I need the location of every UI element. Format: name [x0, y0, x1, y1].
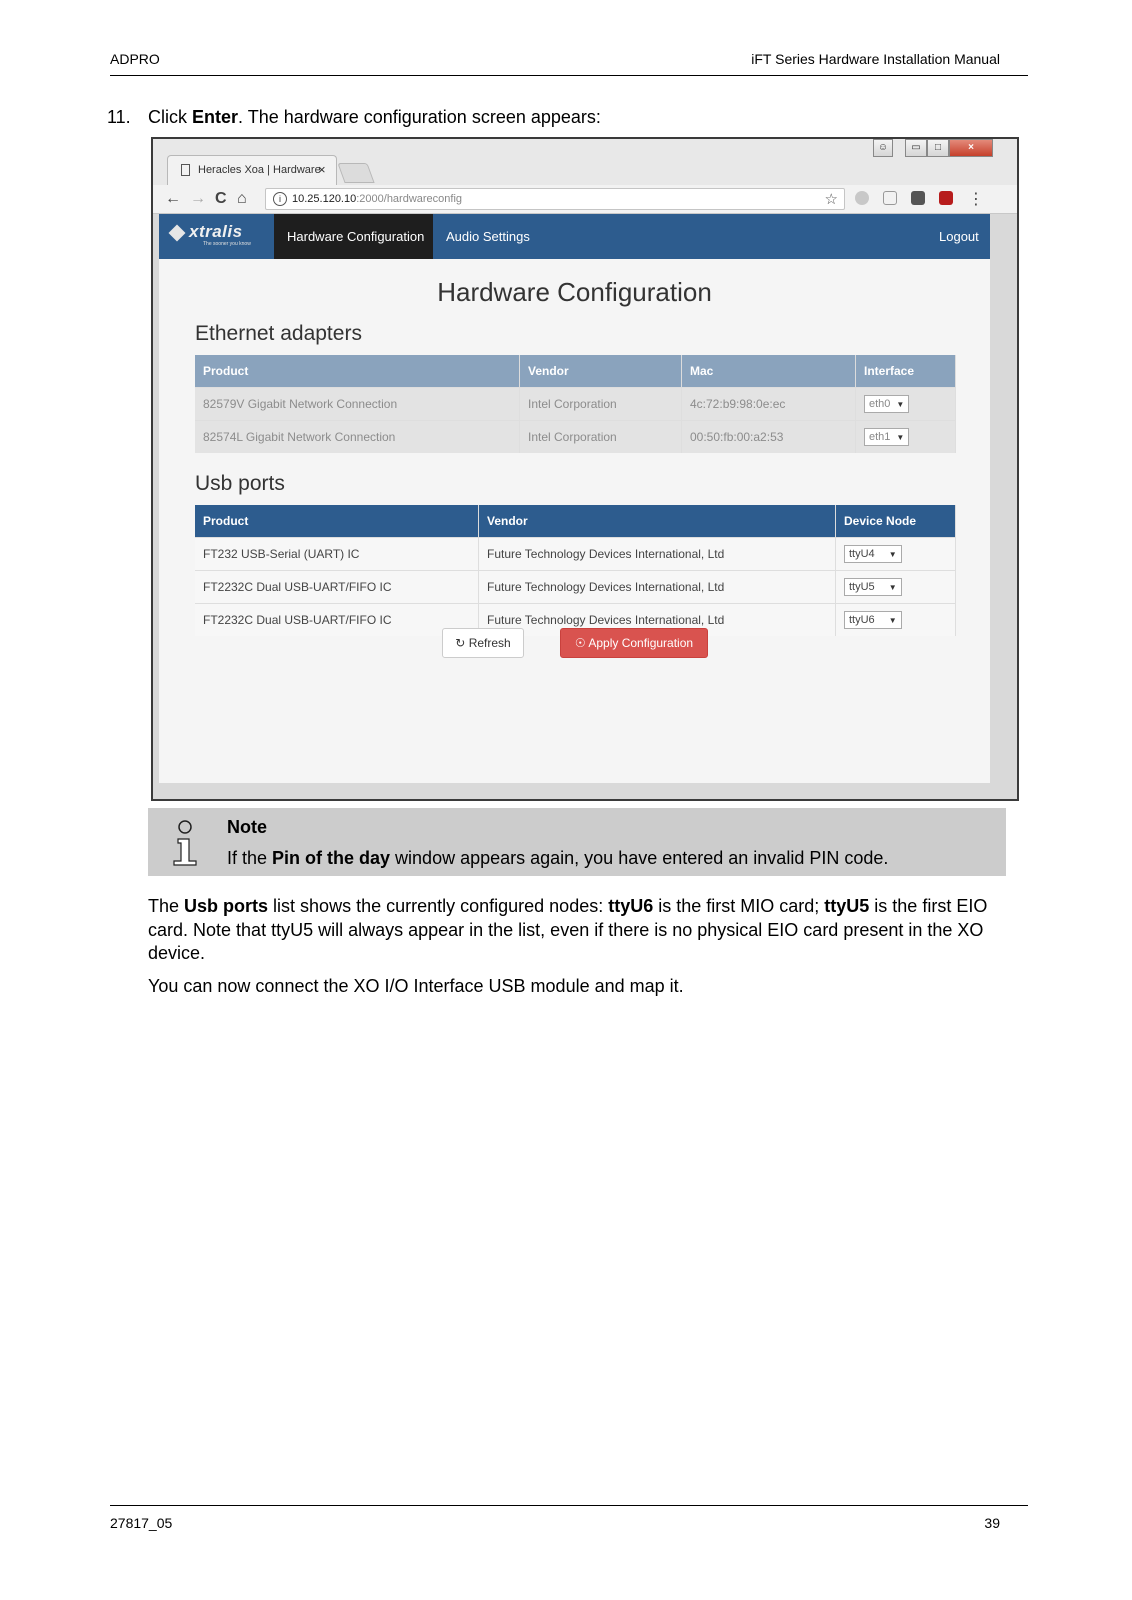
device-node-cell [836, 604, 956, 637]
maximize-button[interactable]: □ [927, 139, 949, 157]
usb-table [195, 505, 956, 636]
note-title: Note [227, 817, 267, 837]
product-cell: FT2232C Dual USB-UART/FIFO IC [195, 604, 479, 637]
address-bar[interactable] [265, 188, 845, 210]
device-node-select[interactable] [844, 545, 902, 563]
device-node-select[interactable] [844, 611, 902, 629]
para-text: is the first EIO card. Note that ttyU5 will always appear in the list, even if there is no physical EIO card present in the XO device. [148, 896, 988, 963]
doc-header-left: ADPRO [110, 51, 160, 67]
column-header: Vendor [520, 355, 682, 388]
pdf-extension-icon[interactable] [939, 191, 953, 205]
vendor-cell: Intel Corporation [520, 388, 682, 421]
extension-icon[interactable] [911, 191, 925, 205]
device-node-value: ttyU5 [849, 581, 875, 593]
column-header: Product [195, 505, 479, 538]
url-text [292, 193, 462, 205]
back-icon[interactable]: ← [165, 190, 181, 207]
step-text-post: . The hardware configuration screen appears: [238, 107, 601, 127]
vendor-cell: Future Technology Devices International, Ltd [479, 538, 836, 571]
ethernet-table [195, 355, 956, 453]
product-cell: FT2232C Dual USB-UART/FIFO IC [195, 571, 479, 604]
close-window-button[interactable]: × [949, 139, 993, 157]
vendor-cell: Future Technology Devices International, Ltd [479, 571, 836, 604]
home-icon[interactable]: ⌂ [237, 190, 247, 207]
browser-toolbar [153, 185, 1017, 214]
interface-value: eth1 [869, 431, 891, 443]
doc-header-right: iFT Series Hardware Installation Manual [751, 51, 1000, 67]
para-text: is the first MIO card; [653, 896, 825, 916]
url-path: :2000/hardwareconfig [356, 193, 463, 205]
interface-cell [856, 421, 956, 454]
apply-label: Apply Configuration [588, 636, 694, 650]
url-host: 10.25.120.10 [292, 193, 357, 205]
browser-titlebar [153, 139, 1017, 185]
product-cell: FT232 USB-Serial (UART) IC [195, 538, 479, 571]
device-node-value: ttyU4 [849, 548, 875, 560]
bookmark-star-icon[interactable]: ☆ [824, 191, 838, 208]
connect-paragraph: You can now connect the XO I/O Interface USB module and map it. [148, 976, 684, 996]
device-node-cell [836, 571, 956, 604]
footer-rule [110, 1505, 1028, 1506]
device-node-cell [836, 538, 956, 571]
interface-value: eth0 [869, 398, 891, 410]
para-bold: ttyU6 [608, 896, 654, 916]
tab-title: Heracles Xoa | Hardware [198, 164, 321, 176]
profile-icon[interactable]: ☺ [873, 139, 893, 157]
app-page-title: Hardware Configuration [437, 277, 712, 307]
menu-icon[interactable]: ⋮ [968, 191, 984, 208]
ethernet-section-title: Ethernet adapters [195, 322, 362, 345]
info-icon [170, 818, 200, 868]
device-node-value: ttyU6 [849, 614, 875, 626]
extension-icon[interactable] [855, 191, 869, 205]
column-header: Product [195, 355, 520, 388]
note-text-bold: Pin of the day [272, 848, 391, 868]
app-navbar [159, 214, 990, 259]
page-number: 39 [984, 1515, 1000, 1531]
note-text [227, 848, 888, 869]
forward-icon[interactable]: → [190, 190, 206, 207]
table-header-row [195, 505, 956, 538]
minimize-button[interactable]: ▭ [905, 139, 927, 157]
logo-text[interactable]: xtralis [189, 222, 243, 241]
info-icon[interactable]: i [273, 192, 287, 206]
table-row [195, 571, 956, 604]
para-bold: Usb ports [184, 896, 269, 916]
step-number: 11. [107, 107, 131, 127]
chevron-down-icon: ▼ [888, 616, 897, 625]
refresh-label: Refresh [468, 636, 511, 650]
apply-icon: ☉ [574, 636, 586, 650]
interface-select[interactable] [864, 395, 909, 413]
column-header: Vendor [479, 505, 836, 538]
product-cell: 82574L Gigabit Network Connection [195, 421, 520, 454]
table-header-row [195, 355, 956, 388]
note-box [148, 808, 1006, 876]
extension-icon[interactable] [883, 191, 897, 205]
step-text [148, 107, 601, 128]
table-row [195, 421, 956, 454]
chevron-down-icon: ▼ [896, 433, 905, 442]
browser-screenshot [151, 137, 1019, 801]
nav-hardware-label[interactable]: Hardware Configuration [287, 229, 425, 244]
tab-close-icon[interactable]: × [318, 162, 326, 177]
chevron-down-icon: ▼ [896, 400, 905, 409]
para-text: list shows the currently configured nodes: [268, 896, 609, 916]
reload-icon[interactable]: C [215, 190, 227, 207]
product-cell: 82579V Gigabit Network Connection [195, 388, 520, 421]
page-viewport [159, 214, 990, 783]
interface-cell [856, 388, 956, 421]
step-text-bold: Enter [192, 107, 239, 127]
refresh-button[interactable] [442, 628, 524, 658]
table-row [195, 538, 956, 571]
vendor-cell: Intel Corporation [520, 421, 682, 454]
column-header: Interface [856, 355, 956, 388]
nav-audio-settings[interactable]: Audio Settings [446, 229, 530, 244]
column-header: Mac [682, 355, 856, 388]
para-text: The [148, 896, 185, 916]
chevron-down-icon: ▼ [888, 550, 897, 559]
new-tab-button[interactable] [337, 163, 374, 183]
mac-cell: 00:50:fb:00:a2:53 [682, 421, 856, 454]
note-text-pre: If the [227, 848, 273, 868]
interface-select[interactable] [864, 428, 909, 446]
apply-configuration-button[interactable] [560, 628, 708, 658]
vendor-cell: Future Technology Devices International, Ltd [479, 604, 836, 637]
refresh-icon: ↻ [455, 636, 466, 650]
para-bold: ttyU5 [824, 896, 870, 916]
chevron-down-icon: ▼ [888, 583, 897, 592]
doc-footer-left: 27817_05 [110, 1515, 173, 1531]
usb-section-title: Usb ports [195, 472, 285, 495]
mac-cell: 4c:72:b9:98:0e:ec [682, 388, 856, 421]
browser-tab[interactable] [167, 155, 337, 185]
usb-ports-paragraph [148, 895, 1006, 966]
step-text-pre: Click [148, 107, 192, 127]
column-header: Device Node [836, 505, 956, 538]
note-text-post: window appears again, you have entered an invalid PIN code. [390, 848, 889, 868]
header-rule [110, 75, 1028, 76]
logo-tagline: The sooner you know [203, 241, 251, 247]
page-icon [181, 164, 190, 176]
nav-logout[interactable]: Logout [939, 229, 979, 244]
table-row [195, 388, 956, 421]
xtralis-logo-icon [169, 225, 186, 242]
device-node-select[interactable] [844, 578, 902, 596]
